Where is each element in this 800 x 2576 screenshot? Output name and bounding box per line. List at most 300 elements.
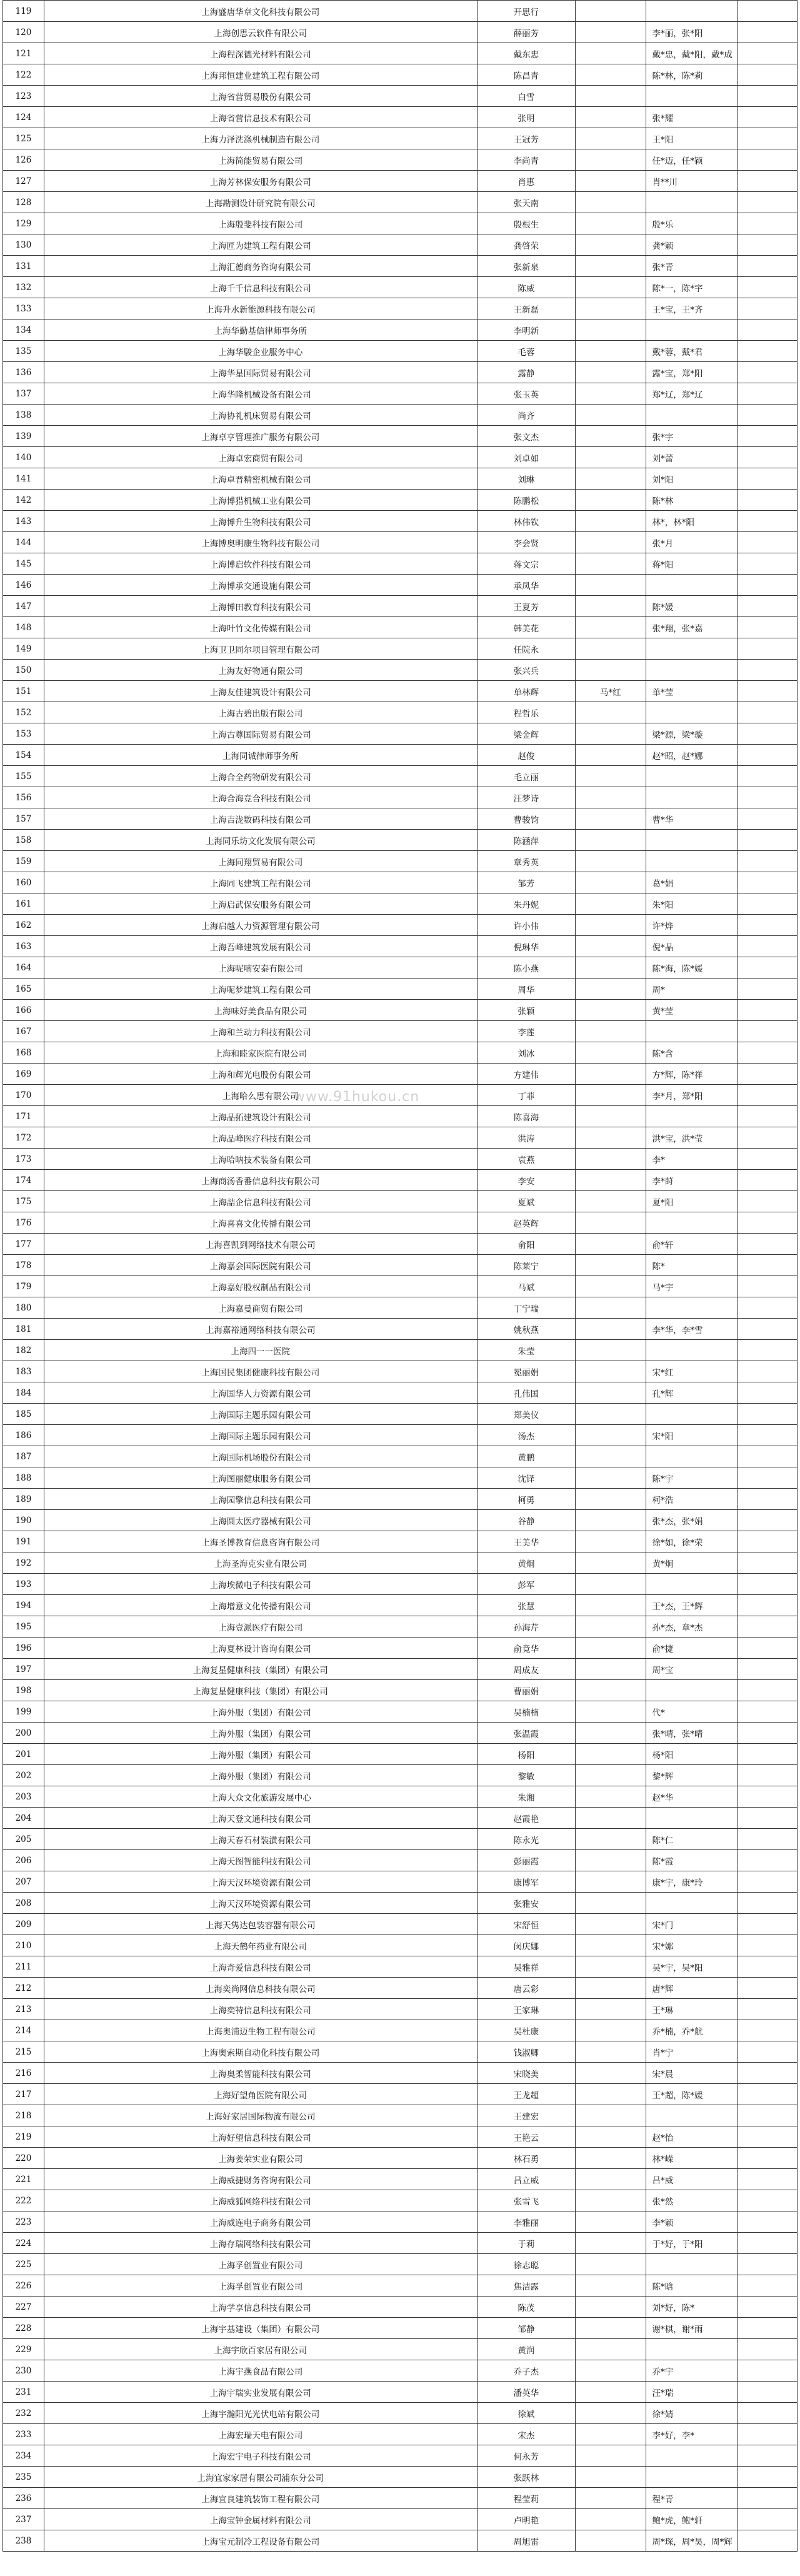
company-name: 上海外服（集团）有限公司 — [44, 1744, 477, 1765]
row-number: 151 — [3, 681, 44, 702]
contact-name: 邹芳 — [477, 872, 575, 893]
row-number: 191 — [3, 1531, 44, 1552]
company-name: 上海好望信息科技有限公司 — [44, 2126, 477, 2148]
row-number: 220 — [3, 2148, 44, 2169]
contact-name: 方建伟 — [477, 1064, 575, 1085]
row-number: 149 — [3, 638, 44, 660]
company-name: 上海力泽洗涤机械制造有限公司 — [44, 128, 477, 149]
table-row — [3, 341, 798, 362]
row-number: 164 — [3, 957, 44, 979]
table-row — [3, 1149, 798, 1170]
row-number: 154 — [3, 745, 44, 766]
extra-name — [575, 2318, 646, 2339]
company-name: 上海古尊国际贸易有限公司 — [44, 723, 477, 745]
family-members: 唐*辉 — [646, 1978, 737, 1999]
extra-name — [575, 1552, 646, 1574]
row-number: 196 — [3, 1638, 44, 1659]
row-number: 218 — [3, 2105, 44, 2126]
remark — [737, 1021, 797, 1042]
table-row — [3, 979, 798, 1000]
company-name: 上海和兰动力科技有限公司 — [44, 1021, 477, 1042]
contact-name: 张文杰 — [477, 426, 575, 447]
family-members — [646, 1106, 737, 1127]
table-row — [3, 1106, 798, 1127]
remark — [737, 1978, 797, 1999]
table-row — [3, 1297, 798, 1319]
table-row — [3, 936, 798, 957]
remark — [737, 383, 797, 405]
remark — [737, 766, 797, 787]
family-members — [646, 766, 737, 787]
contact-name: 刘琳 — [477, 468, 575, 490]
company-name: 上海奕尚网信息科技有限公司 — [44, 1978, 477, 1999]
extra-name — [575, 86, 646, 107]
remark — [737, 2190, 797, 2211]
family-members: 张*宇 — [646, 426, 737, 447]
contact-name: 白雪 — [477, 86, 575, 107]
remark — [737, 787, 797, 808]
remark — [737, 553, 797, 575]
extra-name — [575, 511, 646, 532]
company-name: 上海省营贸易股份有限公司 — [44, 86, 477, 107]
remark — [737, 2297, 797, 2318]
extra-name — [575, 1319, 646, 1340]
company-name: 上海大众文化旅游发展中心 — [44, 1786, 477, 1808]
extra-name — [575, 1234, 646, 1255]
row-number: 235 — [3, 2467, 44, 2488]
row-number: 221 — [3, 2169, 44, 2190]
row-number: 212 — [3, 1978, 44, 1999]
row-number: 233 — [3, 2424, 44, 2445]
family-members: 陈*海，陈*媛 — [646, 957, 737, 979]
extra-name — [575, 149, 646, 171]
extra-name — [575, 2275, 646, 2297]
company-name: 上海品拓建筑设计有限公司 — [44, 1106, 477, 1127]
family-members: 俞*捷 — [646, 1638, 737, 1659]
row-number: 171 — [3, 1106, 44, 1127]
table-row — [3, 1425, 798, 1446]
row-number: 204 — [3, 1808, 44, 1829]
contact-name: 尚齐 — [477, 405, 575, 426]
table-row — [3, 1956, 798, 1978]
row-number: 180 — [3, 1297, 44, 1319]
remark — [737, 1467, 797, 1489]
row-number: 238 — [3, 2530, 44, 2552]
remark — [737, 1574, 797, 1595]
contact-name: 陈莱宁 — [477, 1255, 575, 1276]
contact-name: 吴杜康 — [477, 2020, 575, 2041]
family-members: 杨*阳 — [646, 1744, 737, 1765]
contact-name: 卢明艳 — [477, 2509, 575, 2530]
family-members: 陈*林，陈*莉 — [646, 64, 737, 86]
contact-name: 周华 — [477, 979, 575, 1000]
company-name: 上海宜家家居有限公司浦东分公司 — [44, 2467, 477, 2488]
family-members: 肖*宁 — [646, 2041, 737, 2063]
remark — [737, 1744, 797, 1765]
family-members: 倪*晶 — [646, 936, 737, 957]
company-name: 上海天春石材装潢有限公司 — [44, 1829, 477, 1850]
contact-name: 肖惠 — [477, 171, 575, 192]
remark — [737, 1382, 797, 1404]
extra-name — [575, 107, 646, 128]
contact-name: 陈小燕 — [477, 957, 575, 979]
remark — [737, 2488, 797, 2509]
remark — [737, 1489, 797, 1510]
table-row — [3, 787, 798, 808]
company-name: 上海千千信息科技有限公司 — [44, 277, 477, 298]
row-number: 198 — [3, 1680, 44, 1701]
watermark: www.91hukou.cn — [294, 1089, 420, 1105]
row-number: 129 — [3, 213, 44, 234]
table-row — [3, 1914, 798, 1935]
table-row — [3, 1871, 798, 1893]
extra-name — [575, 617, 646, 638]
row-number: 123 — [3, 86, 44, 107]
row-number: 133 — [3, 298, 44, 319]
extra-name — [575, 1510, 646, 1531]
remark — [737, 213, 797, 234]
row-number: 162 — [3, 915, 44, 936]
remark — [737, 830, 797, 851]
row-number: 208 — [3, 1893, 44, 1914]
table-row — [3, 1595, 798, 1616]
table-row — [3, 1893, 798, 1914]
row-number: 158 — [3, 830, 44, 851]
company-name: 上海省营信息技术有限公司 — [44, 107, 477, 128]
extra-name — [575, 1786, 646, 1808]
contact-name: 于莉 — [477, 2233, 575, 2254]
table-row — [3, 2488, 798, 2509]
row-number: 199 — [3, 1701, 44, 1723]
remark — [737, 808, 797, 830]
table-row — [3, 1, 798, 22]
remark — [737, 2084, 797, 2105]
row-number: 237 — [3, 2509, 44, 2530]
family-members: 马*宇 — [646, 1276, 737, 1297]
contact-name: 张温霞 — [477, 1723, 575, 1744]
row-number: 120 — [3, 22, 44, 43]
remark — [737, 1871, 797, 1893]
table-row — [3, 660, 798, 681]
family-members: 张*晴，张*晴 — [646, 1723, 737, 1744]
family-members: 宋*门 — [646, 1914, 737, 1935]
row-number: 167 — [3, 1021, 44, 1042]
company-name: 上海威狐网络科技有限公司 — [44, 2190, 477, 2211]
family-members — [646, 787, 737, 808]
remark — [737, 1999, 797, 2020]
row-number: 172 — [3, 1127, 44, 1149]
table-row — [3, 1191, 798, 1212]
company-name: 上海孚创置业有限公司 — [44, 2254, 477, 2275]
table-row — [3, 1064, 798, 1085]
table-row — [3, 1340, 798, 1361]
remark — [737, 2509, 797, 2530]
company-name: 上海国际主题乐园有限公司 — [44, 1425, 477, 1446]
table-row — [3, 1510, 798, 1531]
remark — [737, 2169, 797, 2190]
family-members: 陈*含 — [646, 1042, 737, 1064]
family-members — [646, 702, 737, 723]
contact-name: 黎敏 — [477, 1765, 575, 1786]
family-members: 林*，林*阳 — [646, 511, 737, 532]
contact-name: 姚秋燕 — [477, 1319, 575, 1340]
table-row — [3, 426, 798, 447]
row-number: 193 — [3, 1574, 44, 1595]
remark — [737, 1446, 797, 1467]
contact-name: 宋杰 — [477, 2424, 575, 2445]
contact-name: 程莹莉 — [477, 2488, 575, 2509]
family-members — [646, 1893, 737, 1914]
family-members: 宋*晨 — [646, 2063, 737, 2084]
table-row — [3, 893, 798, 915]
row-number: 224 — [3, 2233, 44, 2254]
table-row — [3, 149, 798, 171]
row-number: 147 — [3, 596, 44, 617]
extra-name — [575, 2041, 646, 2063]
family-members: 陈*媛 — [646, 596, 737, 617]
company-name: 上海盛唐华章文化科技有限公司 — [44, 1, 477, 22]
company-name: 上海和睦家医院有限公司 — [44, 1042, 477, 1064]
contact-name: 孙海芹 — [477, 1616, 575, 1638]
family-members: 吴*宇，吴*阳 — [646, 1956, 737, 1978]
row-number: 227 — [3, 2297, 44, 2318]
extra-name — [575, 192, 646, 213]
table-row — [3, 447, 798, 468]
remark — [737, 2360, 797, 2382]
remark — [737, 256, 797, 277]
extra-name — [575, 1446, 646, 1467]
company-name: 上海嘉会国际医院有限公司 — [44, 1255, 477, 1276]
contact-name: 梁金辉 — [477, 723, 575, 745]
table-row — [3, 532, 798, 553]
family-members: 康*宇，康*玲 — [646, 1871, 737, 1893]
table-row — [3, 2126, 798, 2148]
extra-name — [575, 426, 646, 447]
row-number: 222 — [3, 2190, 44, 2211]
extra-name — [575, 319, 646, 341]
row-number: 201 — [3, 1744, 44, 1765]
company-name: 上海哈呐技术装备有限公司 — [44, 1149, 477, 1170]
family-members: 俞*轩 — [646, 1234, 737, 1255]
row-number: 190 — [3, 1510, 44, 1531]
row-number: 225 — [3, 2254, 44, 2275]
extra-name — [575, 1914, 646, 1935]
company-name: 上海天登文通科技有限公司 — [44, 1808, 477, 1829]
family-members — [646, 1297, 737, 1319]
extra-name — [575, 1191, 646, 1212]
row-number: 125 — [3, 128, 44, 149]
table-row — [3, 1127, 798, 1149]
extra-name — [575, 702, 646, 723]
family-members: 乔*楠，乔*航 — [646, 2020, 737, 2041]
roster-table — [2, 0, 798, 2552]
row-number: 119 — [3, 1, 44, 22]
contact-name: 夏斌 — [477, 1191, 575, 1212]
contact-name: 彭军 — [477, 1574, 575, 1595]
extra-name — [575, 1638, 646, 1659]
row-number: 140 — [3, 447, 44, 468]
row-number: 206 — [3, 1850, 44, 1871]
contact-name: 龚啓荣 — [477, 234, 575, 256]
row-number: 139 — [3, 426, 44, 447]
family-members: 王*杰，王*辉 — [646, 1595, 737, 1616]
extra-name — [575, 1531, 646, 1552]
family-members: 林*嵘 — [646, 2148, 737, 2169]
row-number: 170 — [3, 1085, 44, 1106]
extra-name — [575, 2297, 646, 2318]
company-name: 上海品峰医疗科技有限公司 — [44, 1127, 477, 1149]
table-row — [3, 2339, 798, 2360]
company-name: 上海好望角医院有限公司 — [44, 2084, 477, 2105]
company-name: 上海增意文化传播有限公司 — [44, 1595, 477, 1616]
extra-name — [575, 362, 646, 383]
contact-name: 李安 — [477, 1170, 575, 1191]
family-members: 孔*辉 — [646, 1382, 737, 1404]
company-name: 上海和辉光电股份有限公司 — [44, 1064, 477, 1085]
remark — [737, 277, 797, 298]
contact-name: 袁燕 — [477, 1149, 575, 1170]
row-number: 223 — [3, 2211, 44, 2233]
table-row — [3, 1404, 798, 1425]
remark — [737, 1064, 797, 1085]
company-name: 上海奥柔智能科技有限公司 — [44, 2063, 477, 2084]
company-name: 上海圆太医疗器械有限公司 — [44, 1510, 477, 1531]
company-name: 上海博奥明康生物科技有限公司 — [44, 532, 477, 553]
company-name: 上海外服（集团）有限公司 — [44, 1765, 477, 1786]
contact-name: 沈铎 — [477, 1467, 575, 1489]
company-name: 上海姜荣实业有限公司 — [44, 2148, 477, 2169]
table-row — [3, 1935, 798, 1956]
extra-name — [575, 1382, 646, 1404]
table-row — [3, 1319, 798, 1340]
family-members: 刘*阳 — [646, 468, 737, 490]
row-number: 236 — [3, 2488, 44, 2509]
company-name: 上海卓宏商贸有限公司 — [44, 447, 477, 468]
table-row — [3, 1255, 798, 1276]
extra-name — [575, 1701, 646, 1723]
remark — [737, 362, 797, 383]
extra-name — [575, 893, 646, 915]
extra-name — [575, 915, 646, 936]
row-number: 182 — [3, 1340, 44, 1361]
remark — [737, 2254, 797, 2275]
row-number: 163 — [3, 936, 44, 957]
extra-name — [575, 1, 646, 22]
company-name: 上海国民集团健康科技有限公司 — [44, 1361, 477, 1382]
company-name: 上海学享信息科技有限公司 — [44, 2297, 477, 2318]
company-name: 上海埃微电子科技有限公司 — [44, 1574, 477, 1595]
contact-name: 李明新 — [477, 319, 575, 341]
table-row — [3, 2063, 798, 2084]
company-name: 上海博启软件科技有限公司 — [44, 553, 477, 575]
contact-name: 张新泉 — [477, 256, 575, 277]
contact-name: 陈茂 — [477, 2297, 575, 2318]
company-name: 上海国际机场股份有限公司 — [44, 1446, 477, 1467]
table-row — [3, 1467, 798, 1489]
table-row — [3, 298, 798, 319]
family-members — [646, 2467, 737, 2488]
company-name: 上海同诚律师事务所 — [44, 745, 477, 766]
table-row — [3, 1489, 798, 1510]
remark — [737, 1680, 797, 1701]
table-row — [3, 2318, 798, 2339]
table-row — [3, 43, 798, 64]
family-members — [646, 1404, 737, 1425]
table-row — [3, 808, 798, 830]
company-name: 上海天图智能科技有限公司 — [44, 1850, 477, 1871]
extra-name — [575, 660, 646, 681]
contact-name: 蒋文宗 — [477, 553, 575, 575]
row-number: 121 — [3, 43, 44, 64]
contact-name: 李尚青 — [477, 149, 575, 171]
table-row — [3, 851, 798, 872]
family-members — [646, 86, 737, 107]
remark — [737, 2530, 797, 2552]
contact-name: 张天南 — [477, 192, 575, 213]
contact-name: 陈涵萍 — [477, 830, 575, 851]
row-number: 136 — [3, 362, 44, 383]
remark — [737, 511, 797, 532]
contact-name: 王建宏 — [477, 2105, 575, 2126]
contact-name: 张颖 — [477, 1000, 575, 1021]
family-members: 刘*蕾 — [646, 447, 737, 468]
row-number: 128 — [3, 192, 44, 213]
contact-name: 吴雅祥 — [477, 1956, 575, 1978]
contact-name: 丁菲 — [477, 1085, 575, 1106]
contact-name: 郑美仪 — [477, 1404, 575, 1425]
remark — [737, 1552, 797, 1574]
table-row — [3, 1999, 798, 2020]
family-members: 陈*宇 — [646, 1467, 737, 1489]
extra-name — [575, 383, 646, 405]
table-row — [3, 1382, 798, 1404]
family-members: 宋*娜 — [646, 1935, 737, 1956]
contact-name: 程哲乐 — [477, 702, 575, 723]
family-members: 黎*辉 — [646, 1765, 737, 1786]
table-row — [3, 2275, 798, 2297]
contact-name: 周旭雷 — [477, 2530, 575, 2552]
row-number: 231 — [3, 2382, 44, 2403]
contact-name: 毛蓉 — [477, 341, 575, 362]
remark — [737, 1234, 797, 1255]
family-members — [646, 319, 737, 341]
company-name: 上海威连电子商务有限公司 — [44, 2211, 477, 2233]
row-number: 166 — [3, 1000, 44, 1021]
table-row — [3, 2530, 798, 2552]
extra-name — [575, 298, 646, 319]
contact-name: 张兴兵 — [477, 660, 575, 681]
remark — [737, 149, 797, 171]
table-row — [3, 192, 798, 213]
row-number: 131 — [3, 256, 44, 277]
table-row — [3, 1234, 798, 1255]
table-row — [3, 319, 798, 341]
row-number: 226 — [3, 2275, 44, 2297]
row-number: 187 — [3, 1446, 44, 1467]
company-name: 上海汇德商务咨询有限公司 — [44, 256, 477, 277]
remark — [737, 1914, 797, 1935]
company-name: 上海合全药物研发有限公司 — [44, 766, 477, 787]
extra-name — [575, 1149, 646, 1170]
row-number: 145 — [3, 553, 44, 575]
extra-name — [575, 936, 646, 957]
extra-name — [575, 2105, 646, 2126]
family-members: 张*月 — [646, 532, 737, 553]
row-number: 200 — [3, 1723, 44, 1744]
contact-name: 何永芳 — [477, 2445, 575, 2467]
remark — [737, 723, 797, 745]
remark — [737, 979, 797, 1000]
